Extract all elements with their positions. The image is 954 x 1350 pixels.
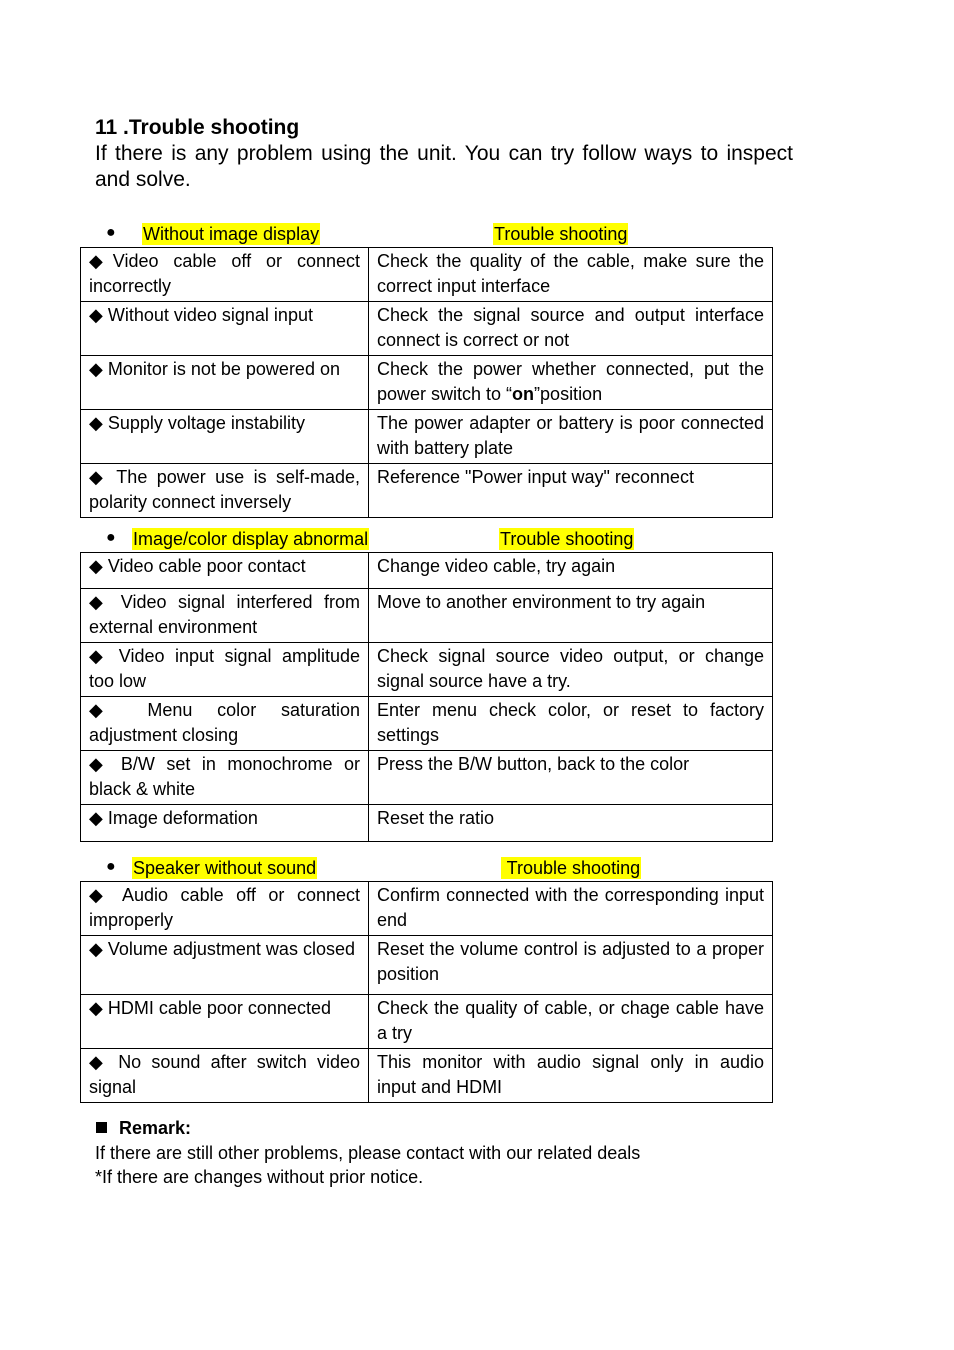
solution-cell: This monitor with audio signal only in audio input and HDMI (369, 1049, 773, 1103)
table-row (81, 751, 773, 805)
solution-cell: Move to another environment to try again (369, 589, 773, 643)
problem-cell: ◆ Monitor is not be powered on (81, 356, 369, 410)
filled-circle-bullet-icon: ● (106, 529, 116, 546)
table-row (81, 248, 773, 302)
table-row (81, 882, 773, 936)
intro-paragraph: If there is any problem using the unit. You can try follow ways to inspect and solve. (95, 142, 793, 191)
table-row (81, 1049, 773, 1103)
solution-cell: Reset the volume control is adjusted to a proper position (369, 936, 773, 995)
table-row (81, 936, 773, 995)
table-row (81, 697, 773, 751)
table-row (81, 410, 773, 464)
column-label: Trouble shooting (494, 224, 628, 244)
problem-cell: ◆ Video signal interfered from external environment (81, 589, 369, 643)
problem-cell: ◆ Without video signal input (81, 302, 369, 356)
solution-cell: Enter menu check color, or reset to factory settings (369, 697, 773, 751)
table-row (81, 995, 773, 1049)
solution-cell: Reset the ratio (369, 805, 773, 842)
table-row (81, 553, 773, 589)
table-row (81, 589, 773, 643)
column-label: Trouble shooting (502, 858, 641, 878)
table-row (81, 643, 773, 697)
solution-cell (369, 356, 773, 410)
problem-cell: ◆ Supply voltage instability (81, 410, 369, 464)
troubleshooting-table-3 (80, 881, 773, 1103)
column-label: Trouble shooting (500, 529, 634, 549)
problem-cell: ◆ Audio cable off or connect improperly (81, 882, 369, 936)
troubleshooting-table-2 (80, 552, 773, 842)
filled-circle-bullet-icon: ● (106, 224, 116, 241)
table-row (81, 805, 773, 842)
solution-cell: Confirm connected with the corresponding input end (369, 882, 773, 936)
table-row (81, 464, 773, 518)
section-header-2 (106, 528, 746, 552)
section-title: 11 .Trouble shooting (95, 116, 300, 139)
solution-cell: Reference "Power input way" reconnect (369, 464, 773, 518)
remark-line: *If there are changes without prior notice. (95, 1167, 424, 1187)
table-row (81, 356, 773, 410)
problem-cell: ◆ The power use is self-made, polarity connect inversely (81, 464, 369, 518)
solution-cell: Check the signal source and output interface connect is correct or not (369, 302, 773, 356)
solution-bold-text: on (512, 384, 535, 404)
solution-text: ”position (534, 384, 603, 404)
remark-line: If there are still other problems, please contact with our related deals (95, 1143, 641, 1163)
section-label: Image/color display abnormal (133, 529, 369, 549)
problem-cell: ◆ Video cable poor contact (81, 553, 369, 589)
solution-cell: Change video cable, try again (369, 553, 773, 589)
filled-square-bullet-icon (96, 1122, 107, 1133)
problem-cell: ◆ No sound after switch video signal (81, 1049, 369, 1103)
remark-label: Remark: (119, 1118, 192, 1138)
remark-heading (96, 1118, 191, 1139)
problem-cell: ◆ Volume adjustment was closed (81, 936, 369, 995)
solution-cell: The power adapter or battery is poor connected with battery plate (369, 410, 773, 464)
section-label: Without image display (143, 224, 320, 244)
problem-cell: ◆ Menu color saturation adjustment closing (81, 697, 369, 751)
problem-cell: ◆ Video input signal amplitude too low (81, 643, 369, 697)
section-header-3 (106, 857, 746, 881)
solution-text: Check the power whether connected, put the power switch to “ (377, 359, 764, 404)
section-header-1 (106, 223, 746, 247)
section-label: Speaker without sound (133, 858, 317, 878)
problem-cell: ◆ B/W set in monochrome or black & white (81, 751, 369, 805)
solution-cell: Check signal source video output, or change signal source have a try. (369, 643, 773, 697)
problem-cell: ◆ Image deformation (81, 805, 369, 842)
table-row (81, 302, 773, 356)
filled-circle-bullet-icon: ● (106, 858, 116, 875)
solution-cell: Check the quality of cable, or chage cable have a try (369, 995, 773, 1049)
problem-cell: ◆ HDMI cable poor connected (81, 995, 369, 1049)
solution-cell: Check the quality of the cable, make sure the correct input interface (369, 248, 773, 302)
solution-cell: Press the B/W button, back to the color (369, 751, 773, 805)
problem-cell: ◆Video cable off or connect incorrectly (81, 248, 369, 302)
troubleshooting-table-1 (80, 247, 773, 518)
